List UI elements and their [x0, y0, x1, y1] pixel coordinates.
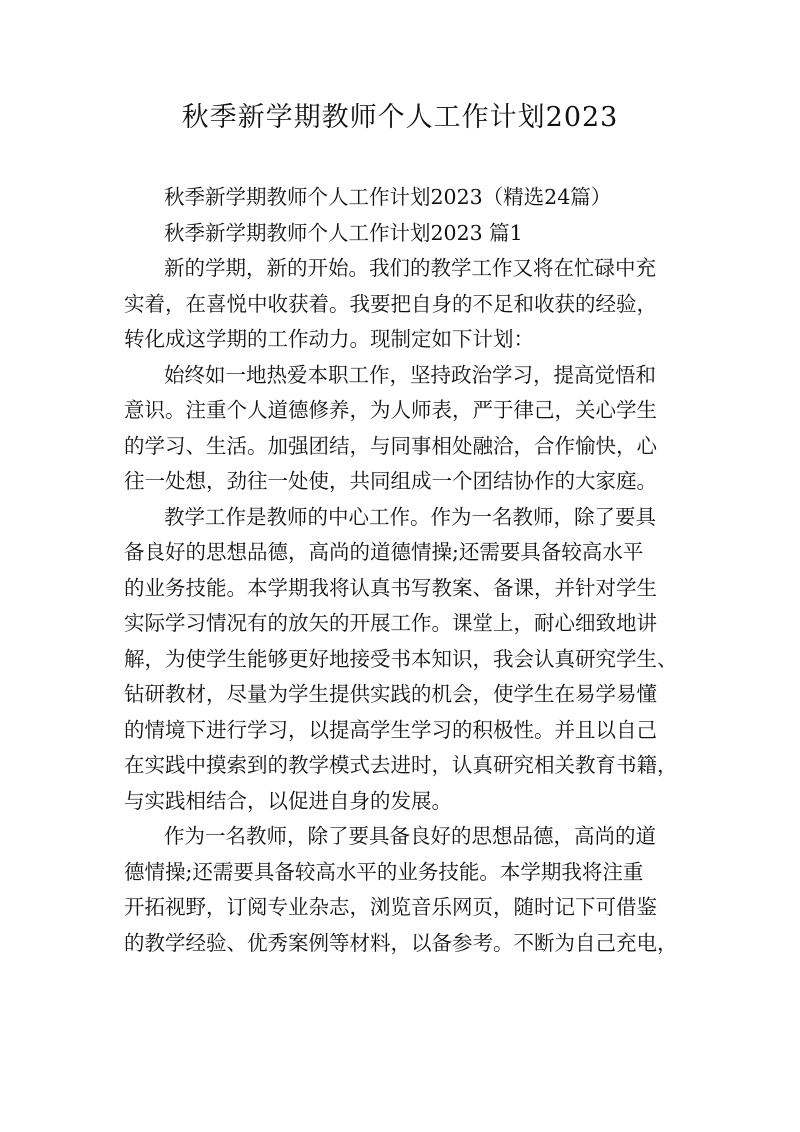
paragraph-line: 在实践中摸索到的教学模式去进时，认真研究相关教育书籍， [124, 753, 678, 777]
paragraph-line: 德情操;还需要具备较高水平的业务技能。本学期我将注重 [124, 859, 644, 884]
paragraph-line: 备良好的思想品德，高尚的道德情操;还需要具备较高水平 [124, 540, 644, 564]
paragraph-line: 开拓视野，订阅专业杂志，浏览音乐网页，随时记下可借鉴 [124, 895, 657, 919]
document-subtitle: 秋季新学期教师个人工作计划2023（精选24篇） [164, 185, 612, 209]
paragraph-line: 转化成这学期的工作动力。现制定如下计划： [124, 327, 534, 351]
paragraph-line: 实际学习情况有的放矢的开展工作。课堂上，耐心细致地讲 [124, 611, 657, 635]
paragraph-line: 新的学期，新的开始。我们的教学工作又将在忙碌中充 [164, 256, 656, 280]
paragraph-line: 的情境下进行学习，以提高学生学习的积极性。并且以自己 [124, 717, 657, 742]
document-body [124, 180, 694, 961]
document-title: 秋季新学期教师个人工作计划2023 [181, 102, 619, 133]
paragraph-line: 实着，在喜悦中收获着。我要把自身的不足和收获的经验， [124, 291, 657, 316]
paragraph-line: 钻研教材，尽量为学生提供实践的机会，使学生在易学易懂 [124, 682, 657, 706]
paragraph-line: 的教学经验、优秀案例等材料，以备参考。不断为自己充电， [124, 930, 678, 955]
paragraph-line: 教学工作是教师的中心工作。作为一名教师，除了要具 [164, 504, 656, 529]
paragraph-line: 的业务技能。本学期我将认真书写教案、备课，并针对学生 [124, 575, 657, 600]
paragraph-line: 解，为使学生能够更好地接受书本知识，我会认真研究学生、 [124, 646, 678, 671]
paragraph-line: 的学习、生活。加强团结，与同事相处融洽，合作愉快，心 [124, 433, 657, 458]
section-heading: 秋季新学期教师个人工作计划2023 篇1 [164, 220, 523, 245]
paragraph-line: 作为一名教师，除了要具备良好的思想品德，高尚的道 [164, 824, 656, 848]
paragraph-line: 与实践相结合，以促进自身的发展。 [124, 788, 452, 813]
paragraph-line: 往一处想，劲往一处使，共同组成一个团结协作的大家庭。 [124, 469, 657, 493]
paragraph-line: 意识。注重个人道德修养，为人师表，严于律己，关心学生 [124, 398, 657, 422]
paragraph-line: 始终如一地热爱本职工作，坚持政治学习，提高觉悟和 [164, 362, 656, 387]
